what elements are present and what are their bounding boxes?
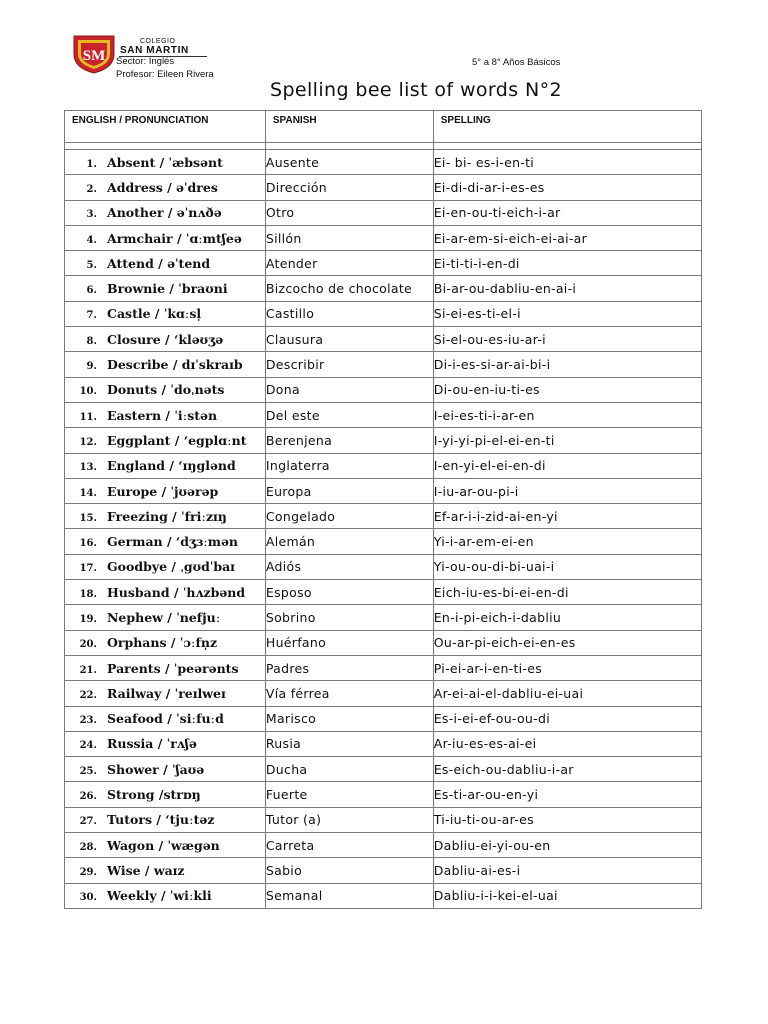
- spanish-cell: Europa: [265, 478, 433, 503]
- row-number: 24.: [79, 740, 97, 752]
- english-cell: [65, 402, 266, 427]
- spelling-cell: Ei- bi- es-i-en-ti: [433, 150, 701, 175]
- sector-label: Sector: Inglés: [116, 56, 175, 67]
- english-word: Shower / ˈʃaʊə: [107, 761, 205, 777]
- english-cell: [65, 352, 266, 377]
- row-number: 25.: [79, 765, 97, 777]
- english-cell: [65, 251, 266, 276]
- spelling-cell: Ar-ei-ai-el-dabliu-ei-uai: [433, 681, 701, 706]
- english-cell: [65, 529, 266, 554]
- spelling-cell: Pi-ei-ar-i-en-ti-es: [433, 655, 701, 680]
- english-word: Husband / ˈhʌzbənd: [107, 584, 246, 600]
- spelling-cell: Ef-ar-i-i-zid-ai-en-yi: [433, 504, 701, 529]
- spanish-cell: Padres: [265, 655, 433, 680]
- row-number: 7.: [86, 310, 97, 322]
- row-number: 14.: [79, 487, 97, 499]
- row-number: 18.: [79, 588, 97, 600]
- english-cell: [65, 276, 266, 301]
- english-cell: [65, 706, 266, 731]
- spanish-cell: Carreta: [265, 833, 433, 858]
- table-row: [65, 681, 702, 706]
- spanish-cell: Atender: [265, 251, 433, 276]
- svg-text:SM: SM: [82, 48, 106, 64]
- header-spanish: SPANISH: [265, 111, 433, 143]
- spelling-cell: Es-eich-ou-dabliu-i-ar: [433, 757, 701, 782]
- row-number: 29.: [79, 866, 97, 878]
- table-row: [65, 504, 702, 529]
- english-cell: [65, 504, 266, 529]
- english-word: Describe / dɪˈskraɪb: [107, 357, 243, 373]
- english-cell: [65, 327, 266, 352]
- row-number: 5.: [86, 259, 97, 271]
- spanish-cell: Rusia: [265, 731, 433, 756]
- english-cell: [65, 175, 266, 200]
- table-row: [65, 301, 702, 326]
- spelling-cell: Di-i-es-si-ar-ai-bi-i: [433, 352, 701, 377]
- school-name: SAN MARTIN: [120, 45, 189, 56]
- table-row: [65, 706, 702, 731]
- spelling-cell: Yi-ou-ou-di-bi-uai-i: [433, 554, 701, 579]
- english-cell: [65, 580, 266, 605]
- spanish-cell: Alemán: [265, 529, 433, 554]
- spanish-cell: Del este: [265, 402, 433, 427]
- english-word: Goodbye / ˌgʊdˈbaɪ: [107, 559, 235, 575]
- row-number: 28.: [79, 841, 97, 853]
- english-word: Armchair / ˈɑːmtʃeə: [107, 230, 242, 246]
- table-row: [65, 150, 702, 175]
- row-number: 27.: [79, 816, 97, 828]
- row-number: 15.: [79, 512, 97, 524]
- header-spelling: SPELLING: [433, 111, 701, 143]
- table-row: [65, 807, 702, 832]
- spelling-cell: I-ei-es-ti-i-ar-en: [433, 402, 701, 427]
- spelling-cell: Ei-ar-em-si-eich-ei-ai-ar: [433, 225, 701, 250]
- spanish-cell: Sobrino: [265, 605, 433, 630]
- table-header-row: [65, 111, 702, 143]
- english-word: Freezing / ˈfriːzɪŋ: [107, 508, 227, 524]
- table-row: [65, 225, 702, 250]
- spanish-cell: Congelado: [265, 504, 433, 529]
- spelling-cell: En-i-pi-eich-i-dabliu: [433, 605, 701, 630]
- english-cell: [65, 605, 266, 630]
- school-crest-icon: [72, 34, 116, 74]
- row-number: 16.: [79, 538, 97, 550]
- spanish-cell: Inglaterra: [265, 453, 433, 478]
- table-row: [65, 782, 702, 807]
- row-number: 12.: [79, 436, 97, 448]
- table-row: [65, 883, 702, 908]
- row-number: 26.: [79, 791, 97, 803]
- teacher-label: Profesor: Eileen Rivera: [116, 69, 214, 80]
- spanish-cell: Otro: [265, 200, 433, 225]
- english-cell: [65, 883, 266, 908]
- english-cell: [65, 782, 266, 807]
- spanish-cell: Ausente: [265, 150, 433, 175]
- english-word: Tutors / ‘tjuːtəz: [107, 812, 215, 828]
- spelling-cell: Dabliu-ai-es-i: [433, 858, 701, 883]
- row-number: 8.: [86, 335, 97, 347]
- english-cell: [65, 478, 266, 503]
- english-word: Eastern / ˈiːstən: [107, 407, 218, 423]
- spelling-cell: Ou-ar-pi-eich-ei-en-es: [433, 630, 701, 655]
- english-cell: [65, 858, 266, 883]
- page-title: Spelling bee list of words N°2: [269, 79, 562, 101]
- table-row: [65, 858, 702, 883]
- spelling-cell: I-yi-yi-pi-el-ei-en-ti: [433, 428, 701, 453]
- table-row: [65, 655, 702, 680]
- spelling-cell: Ei-ti-ti-i-en-di: [433, 251, 701, 276]
- english-word: Orphans / ˈɔːfn̩z: [107, 635, 218, 651]
- spelling-cell: Bi-ar-ou-dabliu-en-ai-i: [433, 276, 701, 301]
- row-number: 17.: [79, 563, 97, 575]
- row-number: 9.: [86, 361, 97, 373]
- table-row: [65, 327, 702, 352]
- row-number: 2.: [86, 183, 97, 195]
- english-word: Absent / ˈæbsənt: [107, 154, 223, 170]
- table-row: [65, 630, 702, 655]
- english-word: Nephew / ˈnefjuː: [107, 609, 221, 625]
- english-cell: [65, 630, 266, 655]
- document-header: [72, 34, 692, 84]
- spanish-cell: Semanal: [265, 883, 433, 908]
- english-word: Attend / əˈtend: [107, 255, 211, 271]
- spanish-cell: Vía férrea: [265, 681, 433, 706]
- table-row: [65, 200, 702, 225]
- spanish-cell: Sillón: [265, 225, 433, 250]
- row-number: 4.: [86, 234, 97, 246]
- english-word: Parents / ˈpeərənts: [107, 660, 239, 676]
- english-word: Donuts / ˈdoˌnəts: [107, 382, 225, 398]
- english-cell: [65, 225, 266, 250]
- spanish-cell: Huérfano: [265, 630, 433, 655]
- spanish-cell: Marisco: [265, 706, 433, 731]
- english-cell: [65, 681, 266, 706]
- english-cell: [65, 301, 266, 326]
- english-cell: [65, 655, 266, 680]
- row-number: 3.: [86, 209, 97, 221]
- english-word: Closure / ‘kləʊʒə: [107, 331, 224, 347]
- spanish-cell: Bizcocho de chocolate: [265, 276, 433, 301]
- spanish-cell: Berenjena: [265, 428, 433, 453]
- spanish-cell: Tutor (a): [265, 807, 433, 832]
- table-row: [65, 428, 702, 453]
- english-word: Brownie / ˈbraʊni: [107, 281, 228, 297]
- english-cell: [65, 833, 266, 858]
- spanish-cell: Esposo: [265, 580, 433, 605]
- english-word: Wise / waɪz: [107, 862, 185, 878]
- english-cell: [65, 731, 266, 756]
- spelling-cell: Es-i-ei-ef-ou-ou-di: [433, 706, 701, 731]
- row-number: 10.: [79, 386, 97, 398]
- row-number: 19.: [79, 613, 97, 625]
- english-word: Seafood / ˈsiːfuːd: [107, 711, 224, 727]
- table-row: [65, 757, 702, 782]
- spanish-cell: Castillo: [265, 301, 433, 326]
- spelling-cell: I-en-yi-el-ei-en-di: [433, 453, 701, 478]
- table-row: [65, 453, 702, 478]
- table-row: [65, 402, 702, 427]
- english-cell: [65, 453, 266, 478]
- row-number: 6.: [86, 285, 97, 297]
- english-cell: [65, 757, 266, 782]
- spelling-cell: Si-el-ou-es-iu-ar-i: [433, 327, 701, 352]
- table-row: [65, 377, 702, 402]
- english-word: Europe / ˈjʊərəp: [107, 483, 219, 499]
- row-number: 1.: [86, 158, 97, 170]
- school-logo: [72, 34, 116, 74]
- spelling-cell: Eich-iu-es-bi-ei-en-di: [433, 580, 701, 605]
- english-cell: [65, 377, 266, 402]
- table-row: [65, 529, 702, 554]
- row-number: 11.: [79, 411, 97, 423]
- spanish-cell: Sabio: [265, 858, 433, 883]
- row-number: 30.: [79, 892, 97, 904]
- spelling-cell: Si-ei-es-ti-el-i: [433, 301, 701, 326]
- grades-label: 5° a 8° Años Básicos: [472, 57, 561, 68]
- table-row: [65, 175, 702, 200]
- spelling-cell: Ar-iu-es-es-ai-ei: [433, 731, 701, 756]
- spanish-cell: Clausura: [265, 327, 433, 352]
- english-word: Strong /strɒŋ: [107, 787, 201, 803]
- english-cell: [65, 428, 266, 453]
- english-cell: [65, 200, 266, 225]
- row-number: 13.: [79, 462, 97, 474]
- english-word: Railway / ˈreɪlweɪ: [107, 685, 226, 701]
- spelling-cell: Ei-di-di-ar-i-es-es: [433, 175, 701, 200]
- spanish-cell: Dona: [265, 377, 433, 402]
- spanish-cell: Adiós: [265, 554, 433, 579]
- spanish-cell: Dirección: [265, 175, 433, 200]
- table-row: [65, 251, 702, 276]
- word-list-table: [64, 110, 702, 909]
- english-word: Another / əˈnʌðə: [107, 205, 222, 221]
- english-word: German / ‘dʒɜːmən: [107, 534, 238, 550]
- header-english: ENGLISH / PRONUNCIATION: [65, 111, 266, 143]
- school-label: COLEGIO: [140, 38, 176, 45]
- table-row: [65, 605, 702, 630]
- english-word: Address / əˈdres: [107, 179, 218, 195]
- english-cell: [65, 150, 266, 175]
- english-word: Eggplant / ‘egplɑːnt: [107, 432, 247, 448]
- table-row: [65, 731, 702, 756]
- table-row: [65, 554, 702, 579]
- row-number: 21.: [79, 664, 97, 676]
- table-row: [65, 276, 702, 301]
- spanish-cell: Ducha: [265, 757, 433, 782]
- english-word: Wagon / ˈwægən: [107, 837, 220, 853]
- table-row: [65, 580, 702, 605]
- table-row: [65, 478, 702, 503]
- english-word: Russia / ˈrʌʃə: [107, 736, 197, 752]
- spanish-cell: Describir: [265, 352, 433, 377]
- english-word: Weekly / ˈwiːkli: [107, 888, 212, 904]
- english-word: Castle / ˈkɑːsl̩: [107, 306, 202, 322]
- spelling-cell: Di-ou-en-iu-ti-es: [433, 377, 701, 402]
- row-number: 22.: [79, 689, 97, 701]
- spelling-cell: Ei-en-ou-ti-eich-i-ar: [433, 200, 701, 225]
- spelling-cell: I-iu-ar-ou-pi-i: [433, 478, 701, 503]
- table-row: [65, 352, 702, 377]
- english-cell: [65, 807, 266, 832]
- row-number: 23.: [79, 715, 97, 727]
- spanish-cell: Fuerte: [265, 782, 433, 807]
- table-row: [65, 833, 702, 858]
- english-cell: [65, 554, 266, 579]
- row-number: 20.: [79, 639, 97, 651]
- table-spacer-row: [65, 143, 702, 150]
- english-word: England / ‘ɪŋglənd: [107, 458, 236, 474]
- spelling-cell: Dabliu-ei-yi-ou-en: [433, 833, 701, 858]
- spelling-cell: Dabliu-i-i-kei-el-uai: [433, 883, 701, 908]
- spelling-cell: Es-ti-ar-ou-en-yi: [433, 782, 701, 807]
- spelling-cell: Yi-i-ar-em-ei-en: [433, 529, 701, 554]
- spelling-cell: Ti-iu-ti-ou-ar-es: [433, 807, 701, 832]
